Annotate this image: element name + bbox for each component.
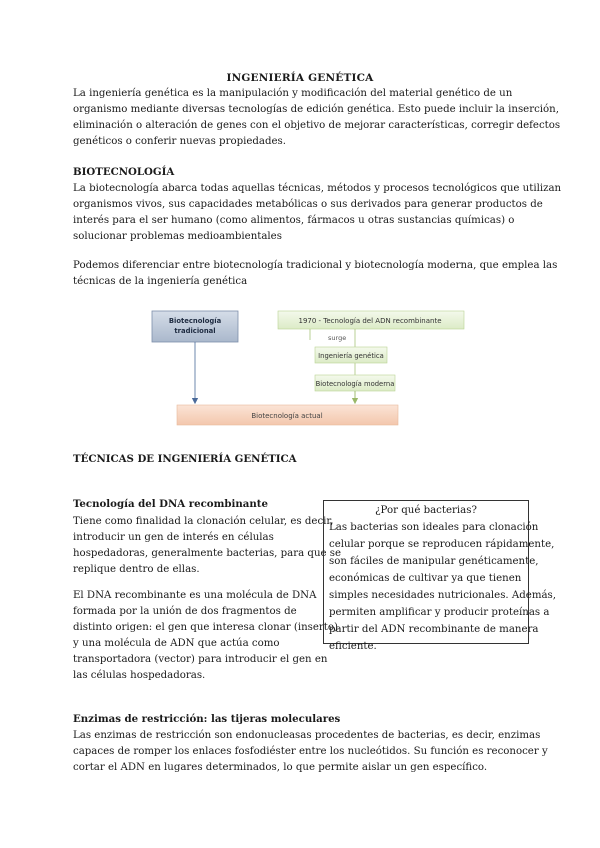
text-line: son fáciles de manipular genéticamente, [329,556,539,567]
modern-biotech-label: Biotecnología moderna [315,380,395,388]
text-line: permiten amplificar y producir proteínas a [329,607,550,618]
box-title: ¿Por qué bacterias? [375,505,477,516]
text-line: solucionar problemas medioambientales [73,231,282,242]
text-line: y una molécula de ADN que actúa como [73,638,280,649]
text-line: organismo mediante diversas tecnologías de edición genética. Esto puede incluir la inserción, [73,104,559,115]
text-line: celular porque se reproducen rápidamente, [329,539,555,550]
enzimas-heading: Enzimas de restricción: las tijeras moleculares [73,713,341,725]
recombinant-label: 1970 - Tecnología del ADN recombinante [298,317,442,325]
text-line: replique dentro de ellas. [73,564,200,575]
traditional-label-2: tradicional [174,327,216,335]
text-line: las células hospedadoras. [73,670,206,681]
adn-heading: Tecnología del DNA recombinante [73,498,268,510]
text-line: Las enzimas de restricción son endonucleasas procedentes de bacterias, es decir, enzimas [73,730,541,741]
text-line: organismos vivos, sus capacidades metabólicas o sus derivados para generar productos de [73,199,543,210]
why-bacteria-box [323,500,557,652]
text-line: formada por la unión de dos fragmentos de [73,606,297,617]
adn-paragraph-2 [73,588,338,684]
text-line: interés para el ser humano (como alimentos, fármacos u otras sustancias químicas) o [73,215,515,226]
text-line: transportadora (vector) para introducir el gen en [73,654,328,665]
text-line: distinto origen: el gen que interesa clonar (inserto) [73,622,338,633]
text-line: técnicas de la ingeniería genética [73,276,248,287]
enzimas-paragraph [73,728,548,776]
text-line: económicas de cultivar ya que tienen [329,573,522,584]
text-line: cortar el ADN en lugares determinados, lo que permite aislar un gen específico. [73,762,488,773]
tecnicas-heading: TÉCNICAS DE INGENIERÍA GENÉTICA [73,453,297,465]
box-text [329,519,557,655]
biotecnologia-heading: BIOTECNOLOGÍA [73,166,175,178]
text-line: Las bacterias son ideales para clonación [329,522,539,533]
text-line: genéticos o conferir nuevas propiedades. [73,136,286,147]
text-line: hospedadoras, generalmente bacterias, para que se [73,548,342,559]
genetic-engineering-label: Ingeniería genética [318,352,384,360]
text-line: La ingeniería genética es la manipulación y modificación del material genético de un [73,88,513,99]
traditional-label-1: Biotecnología [168,317,222,325]
text-line: El DNA recombinante es una molécula de DNA [73,590,317,601]
surge-label: surge [328,334,347,342]
text-line: capaces de romper los enlaces fosfodiéster entre los nucleótidos. Su función es reconocer y [73,746,548,757]
text-line: introducir un gen de interés en células [73,532,274,543]
current-biotech-label: Biotecnología actual [251,412,323,420]
text-line: Tiene como finalidad la clonación celular, es decir, [73,516,334,527]
text-line: simples necesidades nutricionales. Además, [329,590,557,601]
text-line: Podemos diferenciar entre biotecnología tradicional y biotecnología moderna, que emplea las [73,260,558,271]
text-line: partir del ADN recombinante de manera [329,624,539,635]
adn-paragraph-1 [73,514,341,578]
text-line: La biotecnología abarca todas aquellas técnicas, métodos y procesos tecnológicos que utilizan [73,183,562,194]
document-title: INGENIERÍA GENÉTICA [226,72,374,84]
text-line: eficiente. [329,641,377,652]
text-line: eliminación o alteración de genes con el objetivo de mejorar características, corregir defectos [73,120,561,131]
